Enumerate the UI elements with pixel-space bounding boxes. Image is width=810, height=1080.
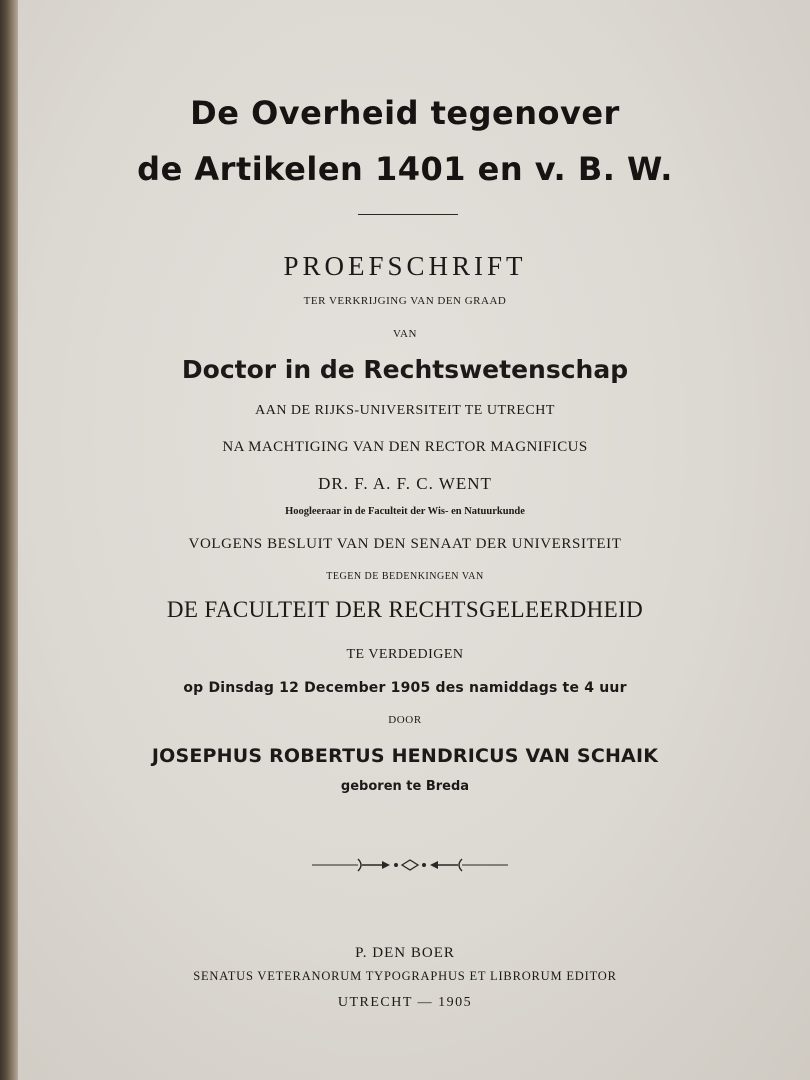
defense-date: op Dinsdag 12 December 1905 des namiddags te 4 uur bbox=[183, 680, 627, 696]
author-birthplace: geboren te Breda bbox=[340, 779, 470, 794]
publisher-latin-line: SENATUS VETERANORUM TYPOGRAPHUS ET LIBRORUM EDITOR bbox=[193, 969, 617, 983]
verdedigen-line: TE VERDEDIGEN bbox=[346, 647, 464, 662]
author-name: JOSEPHUS ROBERTUS HENDRICUS VAN SCHAIK bbox=[151, 745, 659, 767]
rector-name: DR. F. A. F. C. WENT bbox=[318, 474, 492, 493]
proefschrift-heading: PROEFSCHRIFT bbox=[283, 251, 527, 281]
title-rule bbox=[358, 214, 458, 215]
place-year-line: UTRECHT — 1905 bbox=[337, 995, 473, 1010]
ter-verkrijging-line: TER VERKRIJGING VAN DEN GRAAD bbox=[303, 295, 507, 307]
faculteit-line: DE FACULTEIT DER RECHTSGELEERDHEID bbox=[166, 597, 644, 622]
rector-title: Hoogleeraar in de Faculteit der Wis- en Natuurkunde bbox=[285, 506, 525, 517]
publisher-name: P. DEN BOER bbox=[355, 945, 455, 961]
besluit-line: VOLGENS BESLUIT VAN DEN SENAAT DER UNIVERSITEIT bbox=[188, 536, 622, 552]
ornament-divider-icon bbox=[312, 855, 508, 875]
door-line: DOOR bbox=[388, 714, 422, 726]
university-line: AAN DE RIJKS-UNIVERSITEIT TE UTRECHT bbox=[255, 403, 555, 418]
title-line-1: De Overheid tegenover bbox=[190, 94, 620, 132]
van-line: VAN bbox=[393, 328, 417, 340]
bedenkingen-line: TEGEN DE BEDENKINGEN VAN bbox=[326, 571, 484, 582]
degree-line: Doctor in de Rechtswetenschap bbox=[181, 355, 629, 384]
title-line-2: de Artikelen 1401 en v. B. W. bbox=[137, 150, 673, 188]
machtiging-line: NA MACHTIGING VAN DEN RECTOR MAGNIFICUS bbox=[222, 439, 588, 455]
